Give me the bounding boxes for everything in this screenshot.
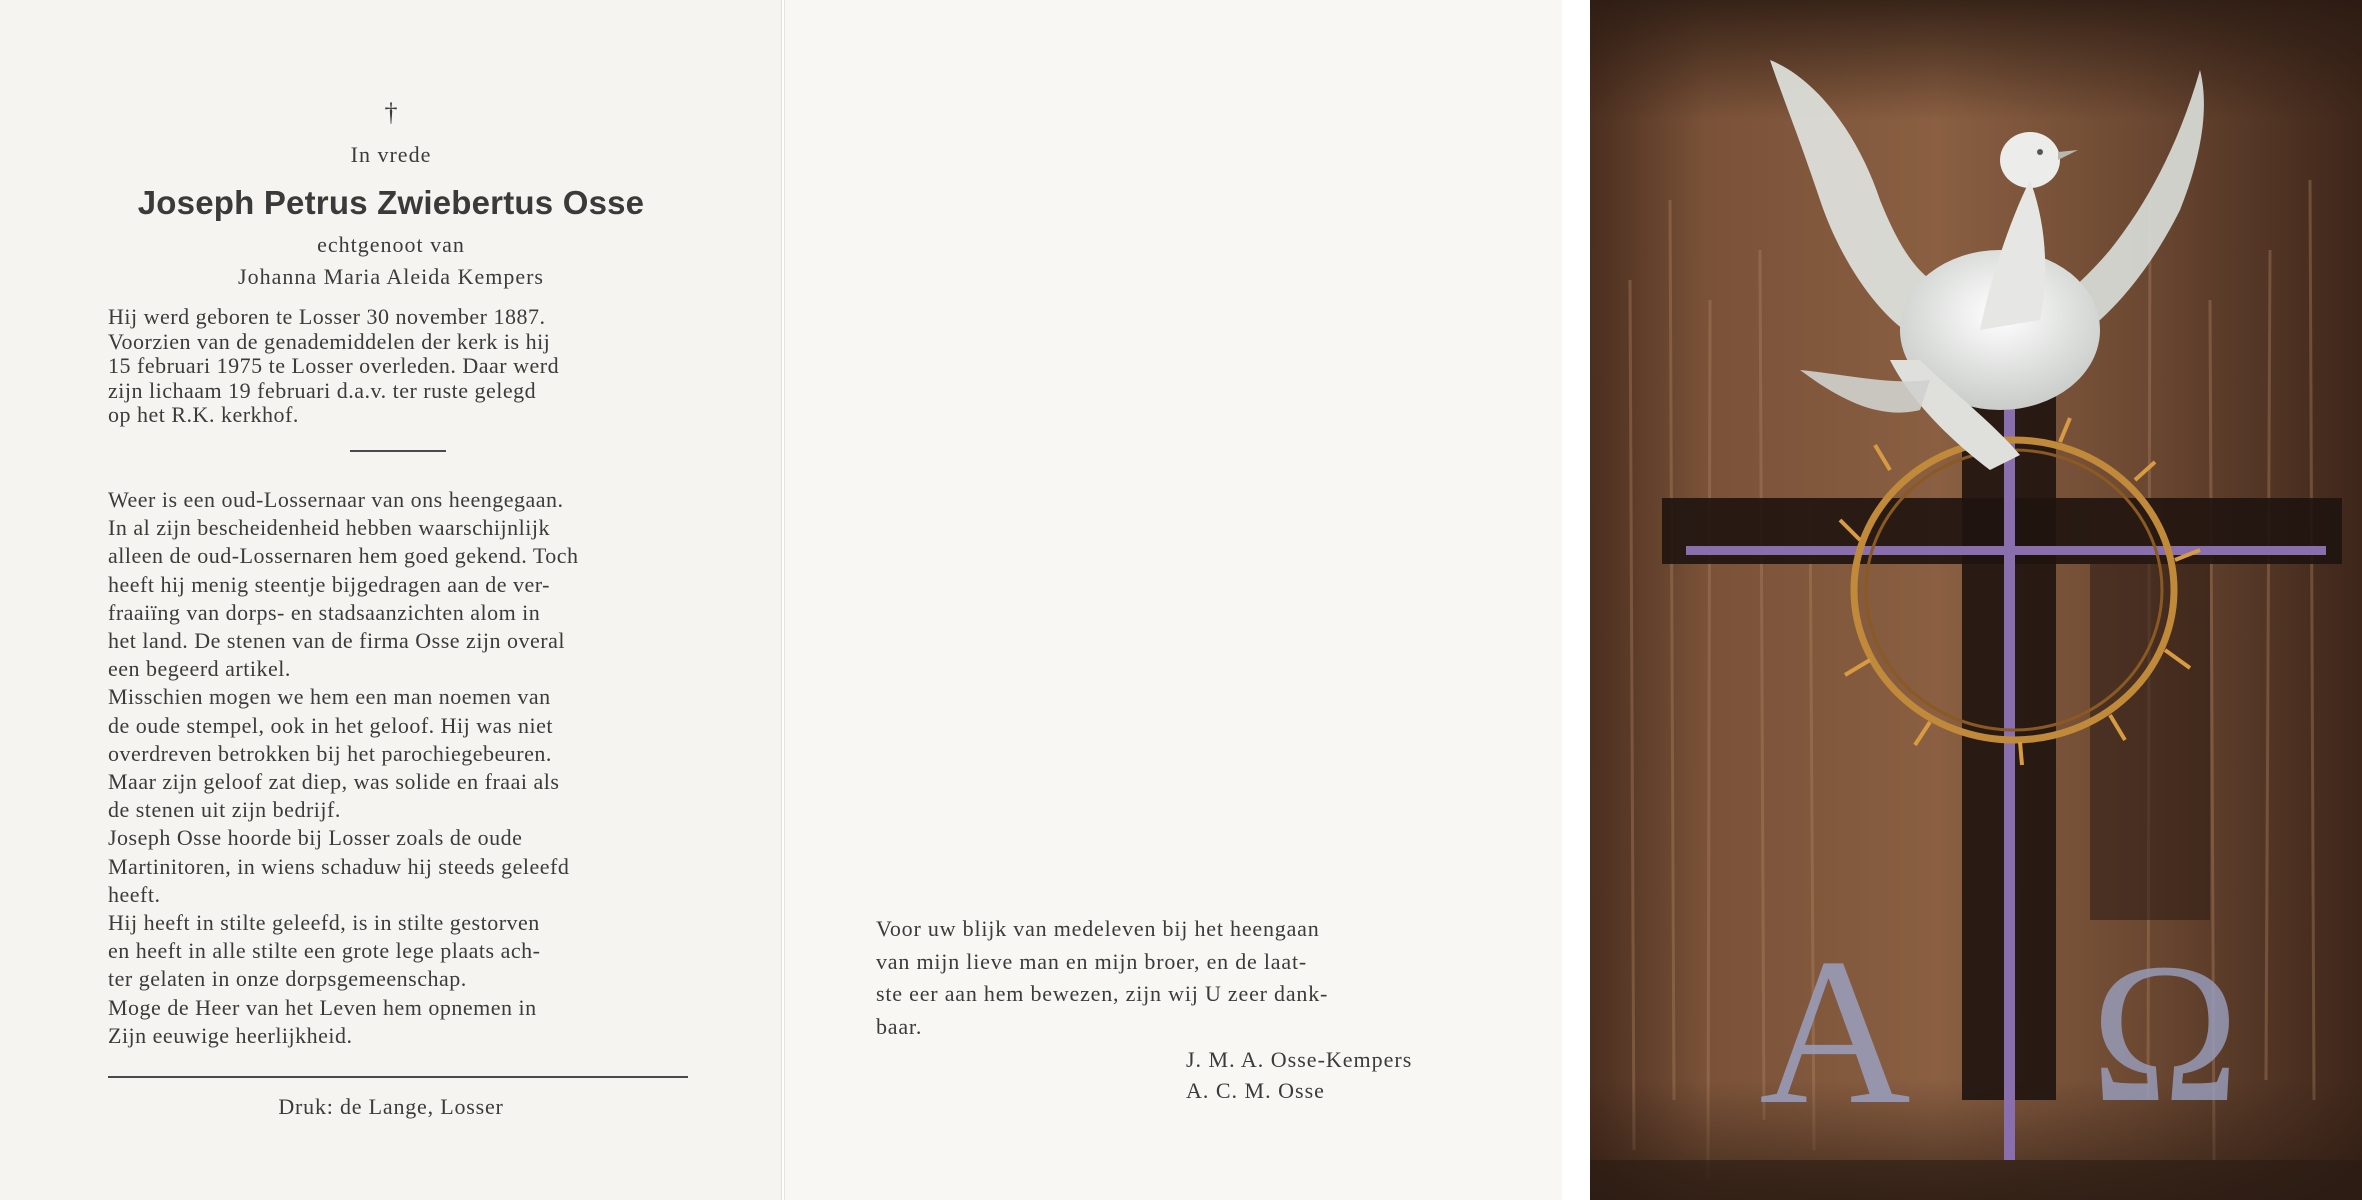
tribute-line: Hij heeft in stilte geleefd, is in stilte gestorven (108, 910, 540, 936)
signature-line: A. C. M. Osse (1186, 1078, 1325, 1103)
thanks-text (876, 913, 1456, 1043)
alpha-letter: A (1759, 916, 1911, 1148)
spouse-of-text: echtgenoot van (317, 232, 465, 257)
deceased-name: Joseph Petrus Zwiebertus Osse (137, 184, 645, 221)
tribute-paragraph (108, 824, 688, 909)
thanks-line: baar. (876, 1013, 923, 1039)
tribute-paragraph (108, 994, 688, 1050)
tribute-line: heeft hij menig steentje bijgedragen aan de ver- (108, 571, 550, 597)
tribute-line: de stenen uit zijn bedrijf. (108, 797, 341, 823)
tribute-line: fraaiïng van dorps- en stadsaanzichten alom in (108, 599, 541, 625)
dove-eye (2037, 149, 2043, 155)
cross-purple-vertical (2004, 390, 2015, 1160)
tribute-line: de oude stempel, ook in het geloof. Hij was niet (108, 712, 553, 738)
religious-painting (1590, 0, 2362, 1200)
thanks-line: van mijn lieve man en mijn broer, en de laat- (876, 948, 1307, 974)
tribute-line: Zijn eeuwige heerlijkheid. (108, 1022, 353, 1048)
tribute-line: Moge de Heer van het Leven hem opnemen in (108, 994, 537, 1020)
thanks-line: ste eer aan hem bewezen, zijn wij U zeer dank- (876, 981, 1329, 1006)
tribute-line: In al zijn bescheidenheid hebben waarschijnlijk (108, 515, 550, 541)
tribute-line: en heeft in alle stilte een grote lege plaats ach- (108, 938, 541, 964)
signatures (1186, 1044, 1412, 1106)
tribute-line: Martinitoren, in wiens schaduw hij steeds geleefd (108, 853, 570, 879)
bio-line: op het R.K. kerkhof. (108, 402, 299, 427)
tribute-paragraph (108, 909, 688, 994)
bio-line: Voorzien van de genademiddelen der kerk is hij (108, 328, 551, 354)
dove-head (2000, 132, 2060, 188)
tribute-line: heeft. (108, 881, 161, 907)
tribute-line: alleen de oud-Lossernaren hem goed gekend. Toch (108, 543, 579, 569)
long-divider (108, 1076, 688, 1078)
omega-letter: Ω (2090, 923, 2240, 1144)
spouse-name: Johanna Maria Aleida Kempers (238, 264, 544, 289)
bio-line: Hij werd geboren te Losser 30 november 1887. (108, 304, 546, 329)
tribute-paragraph (108, 486, 688, 683)
tribute-line: Maar zijn geloof zat diep, was solide en fraai als (108, 769, 560, 795)
bio-line: 15 februari 1975 te Losser overleden. Daar werd (108, 353, 560, 378)
printer-credit: Druk: de Lange, Losser (278, 1094, 504, 1119)
tribute-line: overdreven betrokken bij het parochiegebeuren. (108, 740, 552, 766)
tribute-line: Misschien mogen we hem een man noemen van (108, 684, 551, 710)
bio-line: zijn lichaam 19 februari d.a.v. ter ruste gelegd (108, 377, 537, 403)
signature-line: J. M. A. Osse-Kempers (1186, 1047, 1413, 1072)
in-peace-text: In vrede (350, 142, 432, 167)
tribute-line: het land. De stenen van de firma Osse zijn overal (108, 628, 566, 654)
cross-symbol: † (384, 98, 398, 127)
biography-block (108, 305, 688, 428)
tribute-paragraph (108, 683, 688, 824)
tribute-line: Joseph Osse hoorde bij Losser zoals de oude (108, 825, 523, 851)
tribute-line: ter gelaten in onze dorpsgemeenschap. (108, 966, 467, 992)
short-divider (350, 450, 446, 452)
tribute-text (108, 486, 688, 1050)
painting-artwork (1590, 0, 2362, 1200)
tribute-line: Weer is een oud-Lossernaar van ons heengegaan. (108, 487, 564, 512)
tribute-line: een begeerd artikel. (108, 656, 291, 682)
thanks-line: Voor uw blijk van medeleven bij het heengaan (876, 916, 1320, 941)
